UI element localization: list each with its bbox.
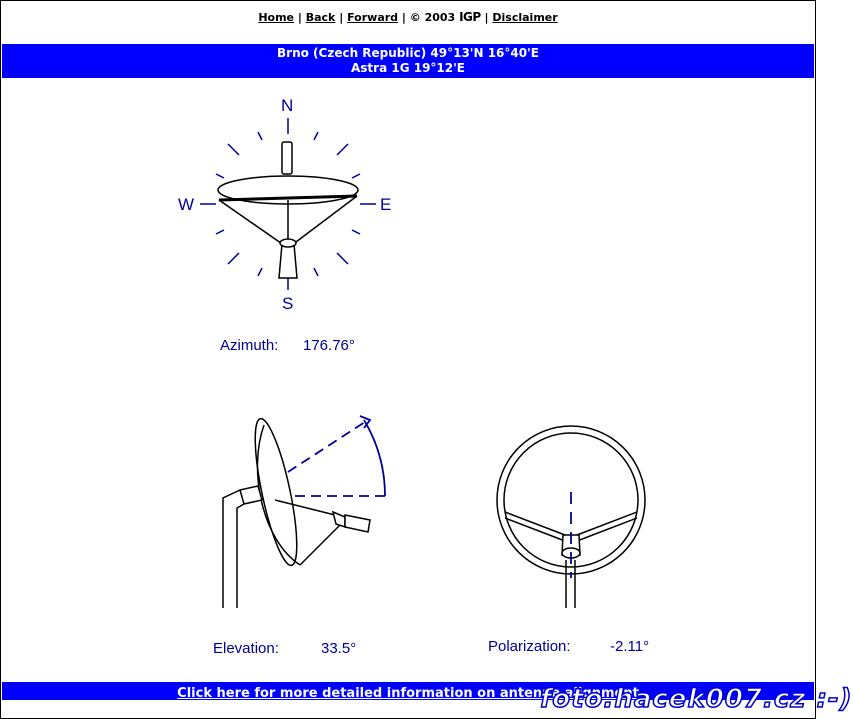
compass-east-label: E — [380, 195, 392, 214]
home-link[interactable]: Home — [258, 11, 295, 24]
nav-separator: | — [401, 11, 406, 24]
igp-logo: IGP — [459, 10, 481, 24]
disclaimer-link[interactable]: Disclaimer — [492, 11, 558, 24]
compass-south-label: S — [282, 294, 294, 313]
nav-separator: | — [339, 11, 344, 24]
antenna-alignment-link[interactable]: Click here for more detailed information on antenna alignment — [177, 686, 639, 701]
back-link[interactable]: Back — [305, 11, 336, 24]
elevation-label: Elevation: — [213, 640, 279, 657]
polarization-value: -2.11° — [610, 638, 650, 655]
elevation-value: 33.5° — [321, 640, 357, 657]
azimuth-label: Azimuth: — [220, 337, 279, 354]
azimuth-value: 176.76° — [303, 337, 355, 354]
location-title: Brno (Czech Republic) 49°13'N 16°40'E — [277, 46, 539, 60]
compass-north-label: N — [281, 96, 294, 115]
watermark-text: foto.hacek007.cz :-) — [540, 684, 853, 714]
satellite-title: Astra 1G 19°12'E — [350, 61, 465, 75]
copyright-text: © 2003 — [409, 11, 456, 24]
nav-separator: | — [484, 11, 489, 24]
compass-west-label: W — [178, 195, 195, 214]
nav-separator: | — [297, 11, 302, 24]
forward-link[interactable]: Forward — [347, 11, 399, 24]
polarization-label: Polarization: — [488, 638, 571, 655]
